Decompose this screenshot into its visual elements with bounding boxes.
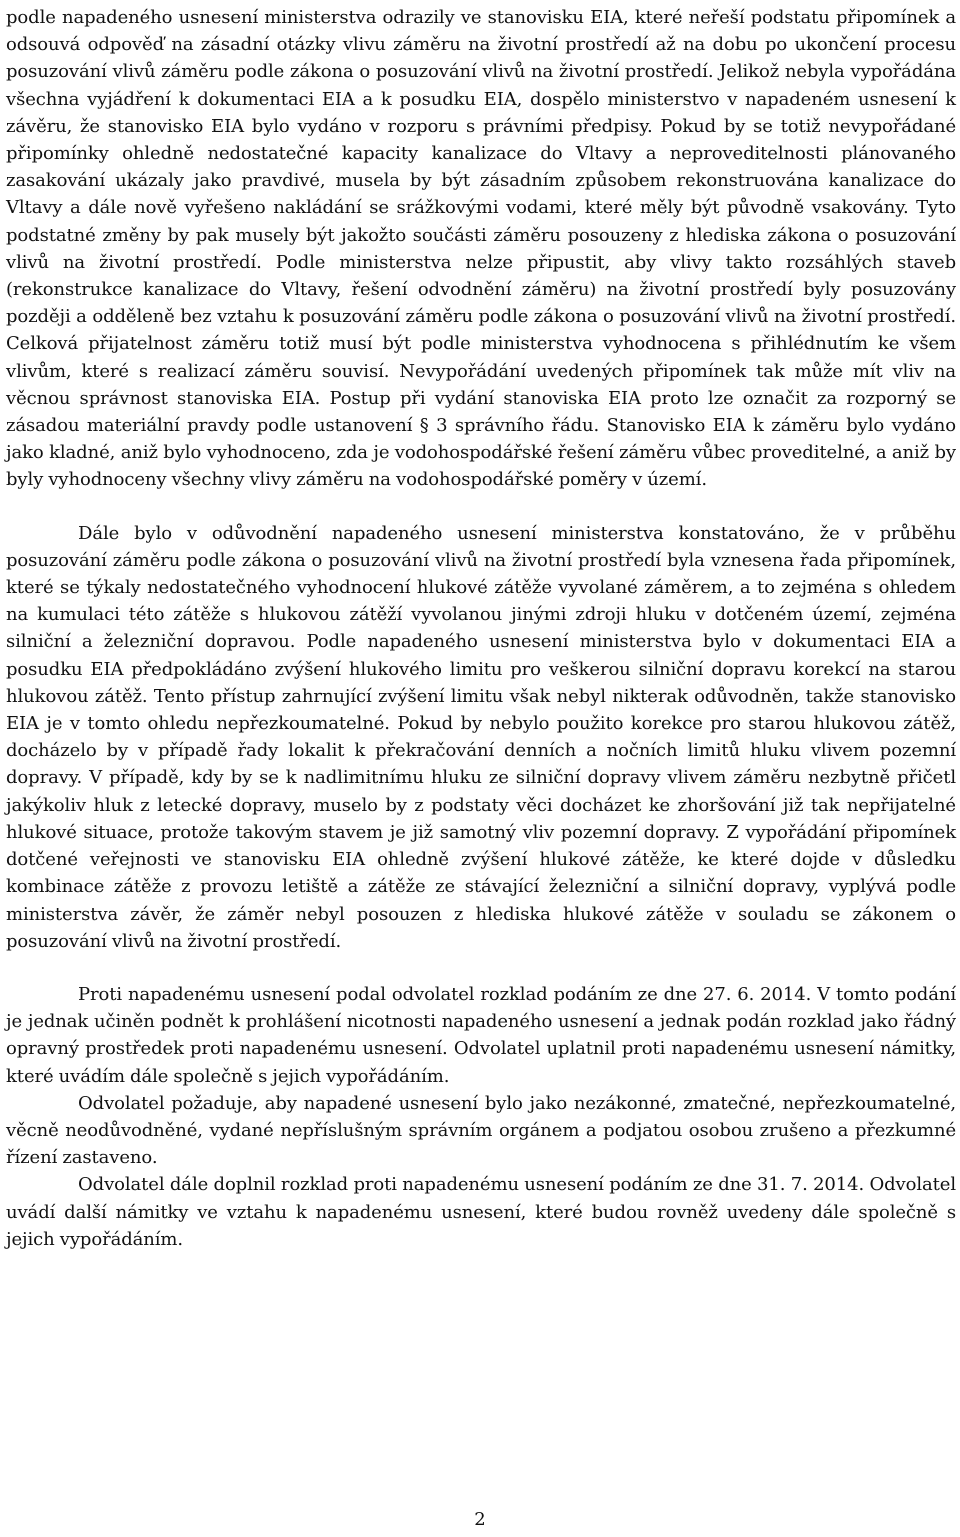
paragraph-supplement: Odvolatel dále doplnil rozklad proti napadenému usnesení podáním ze dne 31. 7. 2014. Odvolatel uvádí další námitky ve vztahu k napadenému usnesení, které budou rovněž uvedeny dále společně s jejich vypořádáním. (6, 1174, 956, 1250)
paragraph-request: Odvolatel požaduje, aby napadené usnesení bylo jako nezákonné, zmatečné, nepřezkoumatelné, věcně neodůvodněné, vydané nepříslušným správním orgánem a podjatou osobou zrušeno a přezkumné řízení zastaveno. (6, 1092, 956, 1169)
paragraph-continuation: podle napadeného usnesení ministerstva odrazily ve stanovisku EIA, které neřeší podstatu připomínek a odsouvá odpověď na zásadní otázky vlivu záměru na životní prostředí až na dobu po ukončení procesu posuzování vlivů záměru podle zákona o posuzování vlivů na životní prostředí. Jelikož nebyla vypořádána všechna vyjádření k dokumentaci EIA a k posudku EIA, dospělo ministerstvo v napadeném usnesení k závěru, že stanovisko EIA bylo vydáno v rozporu s právními předpisy. Pokud by se totiž nevypořádané připomínky ohledně nedostatečné kapacity kanalizace do Vltavy a neproveditelnosti plánovaného zasakování ukázaly jako pravdivé, musela by být zásadním způsobem rekonstruována kanalizace do Vltavy a dále nově vyřešeno nakládání se srážkovými vodami, které měly být původně vsakovány. Tyto podstatné změny by pak musely být jakožto součásti záměru posouzeny z hlediska zákona o posuzování vlivů na životní prostředí. Podle ministerstva nelze připustit, aby vlivy takto rozsáhlých staveb (rekonstrukce kanalizace do Vltavy, řešení odvodnění záměru) na životní prostředí byly posuzovány později a odděleně bez vztahu k posuzování záměru podle zákona o posuzování vlivů na životní prostředí. Celková přijatelnost záměru totiž musí být podle ministerstva vyhodnocena s přihlédnutím ke všem vlivům, které s realizací záměru souvisí. Nevypořádání uvedených připomínek tak může mít vliv na věcnou správnost stanoviska EIA. Postup při vydání stanoviska EIA proto lze označit za rozporný se zásadou materiální pravdy podle ustanovení § 3 správního řádu. Stanovisko EIA k záměru bylo vydáno jako kladné, aniž bylo vyhodnoceno, zda je vodohospodářské řešení záměru vůbec proveditelné, a aniž by byly vyhodnoceny všechny vlivy záměru na vodohospodářské poměry v území. (6, 7, 956, 491)
paragraph-noise: Dále bylo v odůvodnění napadeného usnesení ministerstva konstatováno, že v průběhu posuzování záměru podle zákona o posuzování vlivů na životní prostředí byla vznesena řada připomínek, které se týkaly nedostatečného vyhodnocení hlukové zátěže vyvolané záměrem, a to zejména s ohledem na kumulaci této zátěže s hlukovou zátěží vyvolanou jinými zdroji hluku v dotčeném území, zejména silniční a železniční dopravou. Podle napadeného usnesení ministerstva bylo v dokumentaci EIA a posudku EIA předpokládáno zvýšení hlukového limitu pro veškerou silniční dopravu korekcí na starou hlukovou zátěž. Tento přístup zahrnující zvýšení limitu však nebyl nikterak odůvodněn, takže stanovisko EIA je v tomto ohledu nepřezkoumatelné. Pokud by nebylo použito korekce pro starou hlukovou zátěž, docházelo by v případě řady lokalit k překračování denních a nočních limitů hluku vlivem pozemní dopravy. V případě, kdy by se k nadlimitnímu hluku ze silniční dopravy vlivem záměru nezbytně přičetl jakýkoliv hluk z letecké dopravy, muselo by z podstaty věci docházet ke zhoršování již tak nepřijatelné hlukové situace, protože takovým stavem je již samotný vliv pozemní dopravy. Z vypořádání připomínek dotčené veřejnosti ve stanovisku EIA ohledně zvýšení hlukové zátěže, ke které dojde v důsledku kombinace zátěže z provozu letiště a zátěže ze stávající železniční a silniční dopravy, vyplývá podle ministerstva závěr, že záměr nebyl posouzen z hlediska hlukové zátěže v souladu se zákonem o posuzování vlivů na životní prostředí. (6, 522, 956, 952)
paragraph-appeal: Proti napadenému usnesení podal odvolatel rozklad podáním ze dne 27. 6. 2014. V tomto podání je jednak učiněn podnět k prohlášení nicotnosti napadeného usnesení a jednak podán rozklad jako řádný opravný prostředek proti napadenému usnesení. Odvolatel uplatnil proti napadenému usnesení námitky, které uvádím dále společně s jejich vypořádáním. (6, 983, 956, 1087)
document-page (6, 4, 956, 1253)
page-number: 2 (474, 1509, 486, 1530)
